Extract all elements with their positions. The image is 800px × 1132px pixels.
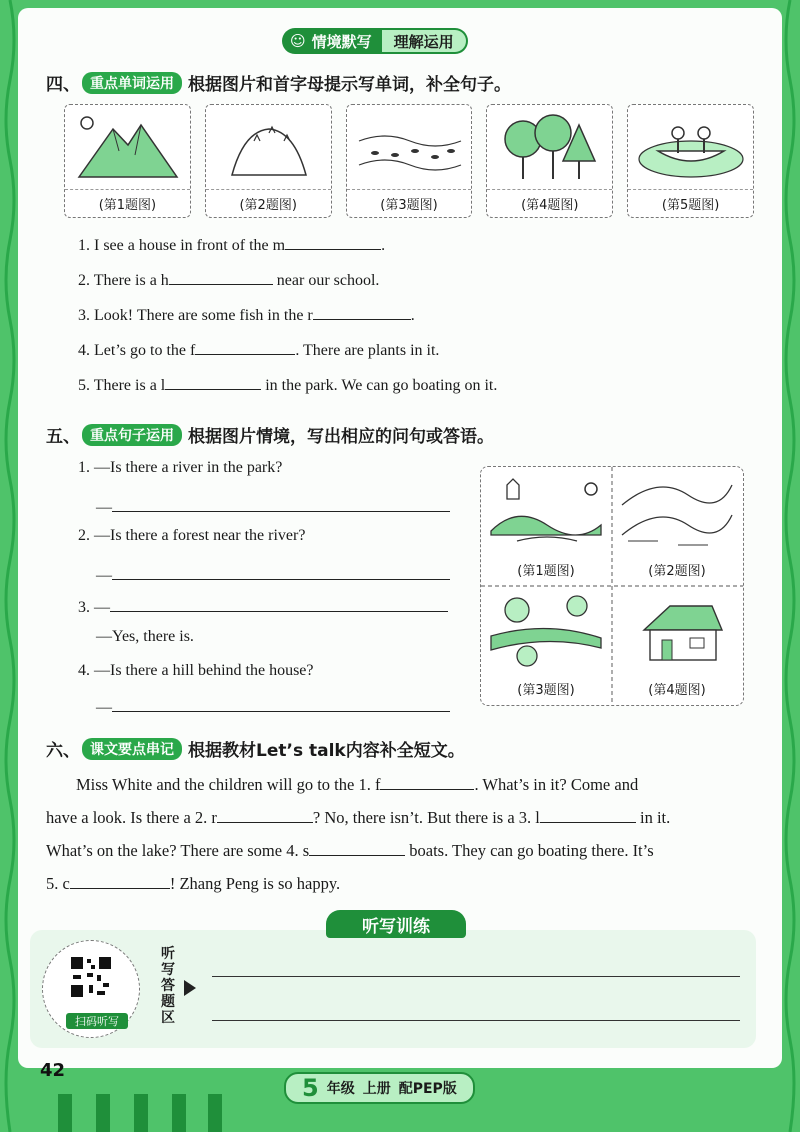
banner-left [282, 28, 382, 54]
caption: (第3题图) [517, 683, 575, 698]
section4-heading [46, 70, 511, 95]
s5-question-2: 2. —Is there a forest near the river? [78, 527, 306, 544]
section6-heading [46, 736, 465, 761]
lake-boat-icon [636, 111, 746, 183]
answer-blank[interactable] [195, 339, 295, 355]
section4-pictures [64, 104, 754, 218]
text: 5. There is a l [78, 377, 166, 394]
caption: (第2题图) [206, 189, 331, 213]
qr-code-icon [69, 955, 113, 999]
answer-blank[interactable] [309, 840, 405, 856]
volume-label: 上册 [362, 1081, 391, 1097]
forest-icon [495, 111, 605, 183]
section4-tag: 重点单词运用 [82, 72, 182, 94]
footer-stripe [96, 1094, 110, 1132]
river-icon [618, 475, 736, 555]
writing-line-2[interactable] [212, 1020, 740, 1021]
section-banner [282, 28, 468, 54]
answer-blank[interactable] [112, 696, 450, 712]
banner-part1: 情境默写 [311, 32, 372, 51]
s4-question-4 [78, 339, 439, 360]
answer-blank[interactable] [217, 807, 313, 823]
section5-heading [46, 422, 494, 447]
answer-blank[interactable] [110, 596, 448, 612]
text: ? No, there isn’t. But there is a 3. l [312, 808, 540, 827]
text: Miss White and the children will go to the 1. f [76, 775, 381, 794]
footer-grade-badge [284, 1072, 475, 1104]
answer-blank[interactable] [285, 234, 381, 250]
section6-num: 六、 [46, 741, 80, 761]
passage-line-1 [46, 768, 746, 801]
answer-blank[interactable] [70, 873, 170, 889]
answer-blank[interactable] [165, 374, 261, 390]
text: — [96, 567, 112, 584]
text: 5. c [46, 874, 70, 893]
page-number: 42 [40, 1060, 66, 1081]
text: 4. Let’s go to the f [78, 342, 196, 359]
answer-blank[interactable] [380, 774, 474, 790]
listening-title: 听写训练 [326, 910, 466, 938]
cell-house [612, 586, 742, 704]
caption: (第5题图) [628, 189, 753, 213]
section5-pictures [480, 466, 744, 706]
text: have a look. Is there a 2. r [46, 808, 217, 827]
grade-number: 5 [302, 1074, 319, 1102]
s4-question-3 [78, 304, 415, 325]
text: . [410, 307, 415, 324]
s5-answer-1 [96, 496, 450, 517]
answer-blank[interactable] [313, 304, 411, 320]
park-icon [487, 475, 605, 555]
caption: (第4题图) [648, 683, 706, 698]
qr-label: 扫码听写 [66, 1013, 128, 1029]
caption: (第4题图) [487, 189, 612, 213]
passage-line-3 [46, 834, 746, 867]
arrow-right-icon [184, 980, 196, 996]
hill-icon [214, 111, 324, 183]
caption: (第2题图) [648, 564, 706, 579]
s4-question-1 [78, 234, 385, 255]
picture-hill [205, 104, 332, 218]
passage-line-4 [46, 867, 746, 900]
face-icon: ☺ [290, 32, 306, 50]
passage-line-2 [46, 801, 746, 834]
s5-answer-3: —Yes, there is. [96, 628, 194, 645]
footer-stripe [172, 1094, 186, 1132]
banner-part2: 理解运用 [382, 28, 468, 54]
answer-blank[interactable] [540, 807, 636, 823]
s4-question-5 [78, 374, 497, 395]
section5-tag: 重点句子运用 [82, 424, 182, 446]
caption: (第3题图) [347, 189, 472, 213]
text: . What’s in it? Come and [474, 775, 639, 794]
grade-label: 年级 [326, 1081, 355, 1097]
text: . There are plants in it. [295, 342, 440, 359]
text: — [96, 499, 112, 516]
forest-river-icon [487, 590, 605, 674]
right-wavy-border [782, 0, 798, 1132]
footer-stripe [134, 1094, 148, 1132]
s5-answer-4 [96, 696, 450, 717]
s5-question-1: 1. —Is there a river in the park? [78, 459, 283, 476]
answer-blank[interactable] [112, 564, 450, 580]
caption: (第1题图) [517, 564, 575, 579]
s5-question-3 [78, 596, 448, 617]
mountain-icon [73, 111, 183, 183]
s4-question-2 [78, 269, 379, 290]
river-icon [355, 111, 465, 183]
cell-park [481, 467, 611, 585]
text: 3. — [78, 599, 110, 616]
text: ! Zhang Peng is so happy. [169, 874, 341, 893]
section5-title: 根据图片情境，写出相应的问句或答语。 [188, 427, 494, 447]
edition-label: 配PEP版 [398, 1081, 457, 1097]
caption: (第1题图) [65, 189, 190, 213]
footer-stripe [58, 1094, 72, 1132]
picture-mountain [64, 104, 191, 218]
text: 3. Look! There are some fish in the r [78, 307, 313, 324]
section4-title: 根据图片和首字母提示写单词，补全句子。 [188, 75, 511, 95]
left-wavy-border [2, 0, 18, 1132]
answer-blank[interactable] [112, 496, 450, 512]
text: What’s on the lake? There are some 4. s [46, 841, 310, 860]
text: — [96, 699, 112, 716]
s5-question-4: 4. —Is there a hill behind the house? [78, 662, 314, 679]
section4-num: 四、 [46, 75, 80, 95]
section5-num: 五、 [46, 427, 80, 447]
text: in the park. We can go boating on it. [261, 377, 498, 394]
text: boats. They can go boating there. It’s [405, 841, 654, 860]
footer-stripe [208, 1094, 222, 1132]
section6-title: 根据教材Let’s talk内容补全短文。 [188, 741, 465, 761]
text: near our school. [272, 272, 380, 289]
cell-forest [481, 586, 611, 704]
cell-river [612, 467, 742, 585]
house-icon [618, 590, 736, 674]
text: . [381, 237, 386, 254]
section6-tag: 课文要点串记 [82, 738, 182, 760]
picture-forest [486, 104, 613, 218]
text: 2. There is a h [78, 272, 169, 289]
picture-river [346, 104, 473, 218]
answer-area-label: 听写答题区 [161, 946, 175, 1026]
text: in it. [635, 808, 671, 827]
writing-line-1[interactable] [212, 976, 740, 977]
answer-blank[interactable] [169, 269, 273, 285]
picture-lake [627, 104, 754, 218]
s5-answer-2 [96, 564, 450, 585]
text: 1. I see a house in front of the m [78, 237, 286, 254]
